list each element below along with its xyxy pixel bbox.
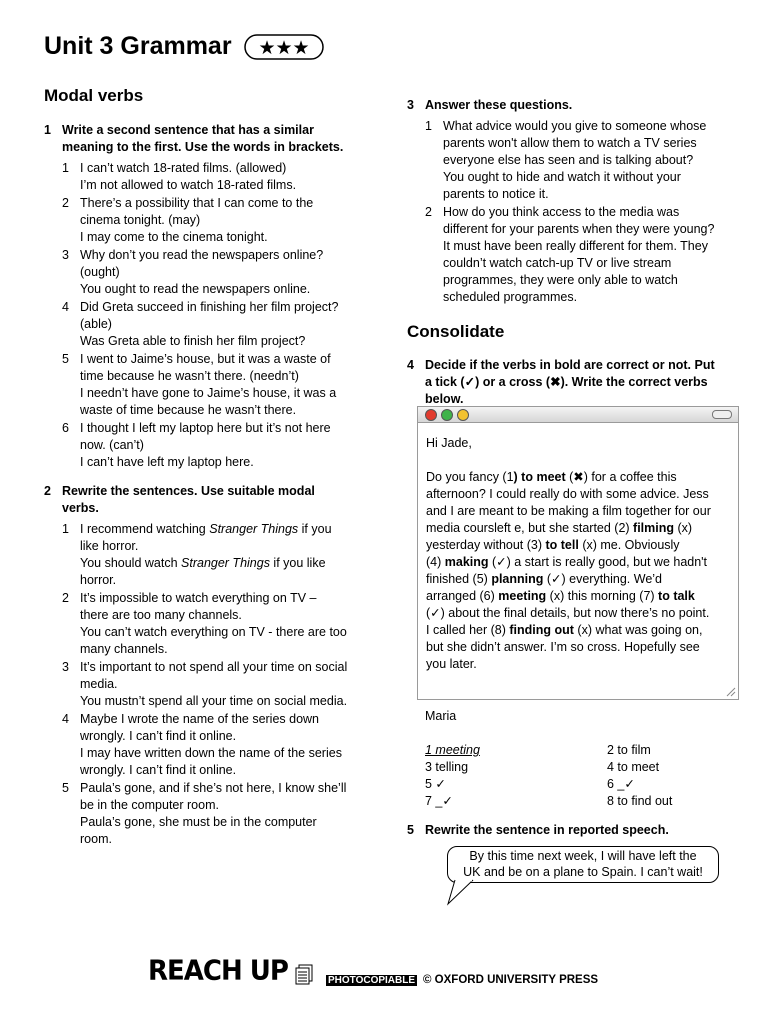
close-window-icon[interactable] [425,409,437,421]
email-line: yesterday without (3) to tell (x) me. Obviously [426,538,680,552]
exercise-item [62,195,374,246]
item-line: (ought) [80,265,120,279]
item-line: I thought I left my laptop here but it’s not here [80,421,331,435]
item-number: 1 [62,161,69,175]
item-line: different for your parents when they were young? [443,222,715,236]
exercise-number: 3 [407,98,414,112]
item-number: 5 [62,781,69,795]
email-body [418,423,738,673]
email-line: (4) making (✓) a start is really good, but we hadn't [426,555,708,569]
exercise-instruction: Write a second sentence that has a similar meaning to the first. Use the words in brackets. [62,123,344,154]
email-line: media coursleft e, but she started (2) filming (x) [426,521,693,535]
email-line: but she didn’t answer. I’m so cross. Hopefully see [426,640,700,654]
item-number: 6 [62,421,69,435]
answer-right: 4 to meet [607,760,660,774]
answer-left: 3 telling [425,760,469,774]
item-line: programmes, they were only able to watch [443,273,678,287]
photocopiable-label: PHOTOCOPIABLE [327,975,416,986]
item-number: 2 [425,205,432,219]
exercise-instruction: Rewrite the sentences. Use suitable modal verbs. [62,484,315,515]
item-line: What advice would you give to someone whose [443,119,707,133]
item-line: horror. [80,573,117,587]
item-line: There’s a possibility that I can come to the [80,196,314,210]
exercise-item [62,351,374,419]
answer-row [425,793,705,810]
publisher-label: © OXFORD UNIVERSITY PRESS [423,974,599,986]
item-line: You can’t watch everything on TV - there are too [80,625,347,639]
item-number: 4 [62,712,69,726]
answer-row [425,776,705,793]
item-line: many channels. [80,642,168,656]
answer-row [425,742,705,759]
item-line: I can’t watch 18-rated films. (allowed) [80,161,287,175]
item-line: How do you think access to the media was [443,205,680,219]
window-titlebar [418,407,738,423]
item-line: I may have written down the name of the series [80,746,342,760]
item-line: I needn’t have gone to Jaime’s house, it was a [80,386,337,400]
item-line: be in the computer room. [80,798,219,812]
exercise-instruction: Rewrite the sentence in reported speech. [425,823,669,837]
svg-text:★★★: ★★★ [258,36,310,59]
item-line: I recommend watching Stranger Things if you [80,522,332,536]
exercise-instruction: Decide if the verbs in bold are correct or not. Put a tick (✓) or a cross (✖). Write the correct verbs below. [425,358,715,406]
email-line: arranged (6) meeting (x) this morning (7) to talk [426,589,695,603]
item-line: I went to Jaime’s house, but it was a waste of [80,352,331,366]
reach-up-logo: REACH UP [148,955,288,987]
exercise-1 [44,122,374,471]
maximize-window-icon[interactable] [441,409,453,421]
item-number: 2 [62,196,69,210]
speech-bubble [447,846,719,883]
exercise-item [425,204,737,306]
email-greeting: Hi Jade, [426,436,472,450]
item-line: Did Greta succeed in finishing her film project? [80,300,339,314]
unit-title: Unit 3 Grammar [44,32,232,60]
item-line: like horror. [80,539,139,553]
exercise-1-header [44,122,374,156]
item-line: couldn’t watch catch-up TV or live stream [443,256,672,270]
item-line: I may come to the cinema tonight. [80,230,268,244]
item-number: 3 [62,660,69,674]
email-signoff: Maria [425,709,457,723]
item-line: Why don’t you read the newspapers online? [80,248,324,262]
speech-line: By this time next week, I will have left the [469,849,697,863]
exercise-3 [407,97,737,307]
exercise-instruction: Answer these questions. [425,98,573,112]
email-line: afternoon? I could really do with some advice. Jess [426,487,709,501]
email-line: I called her (8) finding out (x) what was going on, [426,623,703,637]
exercise-number: 2 [44,484,51,498]
answer-right: 6 _✓ [607,777,635,791]
item-line: You ought to hide and watch it without your [443,170,681,184]
exercise-4-header [407,357,737,408]
page-title [44,32,324,61]
email-window [417,406,739,700]
item-line: now. (can’t) [80,438,144,452]
item-line: parents won't allow them to watch a TV series [443,136,697,150]
exercise-item [62,659,374,710]
item-line: I’m not allowed to watch 18-rated films. [80,178,297,192]
item-line: Paula’s gone, and if she’s not here, I know she’ll [80,781,347,795]
item-line: everyone else has seen and is talking about? [443,153,694,167]
exercise-3-header [407,97,737,114]
email-line: you later. [426,657,477,671]
section-heading-modal-verbs: Modal verbs [44,86,144,105]
item-line: cinema tonight. (may) [80,213,201,227]
item-line: Was Greta able to finish her film project? [80,334,306,348]
exercise-5-header [407,822,737,839]
item-line: media. [80,677,118,691]
answer-right: 8 to find out [607,794,673,808]
exercise-item [62,299,374,350]
section-heading-consolidate: Consolidate [407,322,505,341]
speech-line: UK and be on a plane to Spain. I can’t wait! [463,865,703,879]
answer-left: 1 meeting [425,743,480,757]
item-number: 2 [62,591,69,605]
exercise-item [425,118,737,203]
item-line: there are too many channels. [80,608,242,622]
three-stars-icon [244,33,324,61]
email-line: Do you fancy (1) to meet (✖) for a coffee this [426,470,677,484]
item-line: parents to notice it. [443,187,549,201]
item-number: 1 [425,119,432,133]
item-line: Maybe I wrote the name of the series down [80,712,320,726]
item-line: waste of time because he wasn’t there. [80,403,297,417]
answer-left: 5 ✓ [425,777,446,791]
exercise-item [62,711,374,779]
left-column [44,122,374,858]
exercise-number: 1 [44,123,51,137]
item-line: You mustn’t spend all your time on social media. [80,694,348,708]
item-line: You should watch Stranger Things if you like [80,556,326,570]
toolbar-toggle-button[interactable] [712,410,732,419]
answer-row [425,759,705,776]
exercise-item [62,521,374,589]
page-footer [148,956,598,986]
item-line: Paula’s gone, she must be in the computer [80,815,317,829]
photocopy-pages-icon [294,964,314,986]
item-line: scheduled programmes. [443,290,578,304]
item-line: You ought to read the newspapers online. [80,282,311,296]
exercise-item [62,160,374,194]
resize-grip-icon[interactable] [726,687,736,697]
exercise-4-answers [425,742,705,810]
item-number: 3 [62,248,69,262]
item-line: wrongly. I can’t find it online. [80,763,237,777]
exercise-2-header [44,483,374,517]
item-number: 1 [62,522,69,536]
exercise-number: 5 [407,823,414,837]
speech-bubble-tail [447,876,487,906]
answer-right: 2 to film [607,743,651,757]
item-line: room. [80,832,112,846]
answer-left: 7 _✓ [425,794,453,808]
item-line: (able) [80,317,112,331]
exercise-item [62,247,374,298]
email-line: and I are meant to be making a film together for our [426,504,711,518]
exercise-item [62,590,374,658]
item-line: It’s important to not spend all your time on social [80,660,348,674]
exercise-item [62,420,374,471]
exercise-number: 4 [407,358,414,372]
email-line: (✓) about the final details, but now there’s no point. [426,606,710,620]
item-line: I can’t have left my laptop here. [80,455,254,469]
exercise-item [62,780,374,848]
item-line: wrongly. I can’t find it online. [80,729,237,743]
item-line: It must have been really different for them. They [443,239,708,253]
item-line: time because he wasn’t there. (needn’t) [80,369,299,383]
minimize-window-icon[interactable] [457,409,469,421]
email-line: finished (5) planning (✓) everything. We’d [426,572,663,586]
exercise-2 [44,483,374,848]
item-line: It’s impossible to watch everything on TV – [80,591,317,605]
item-number: 4 [62,300,69,314]
item-number: 5 [62,352,69,366]
